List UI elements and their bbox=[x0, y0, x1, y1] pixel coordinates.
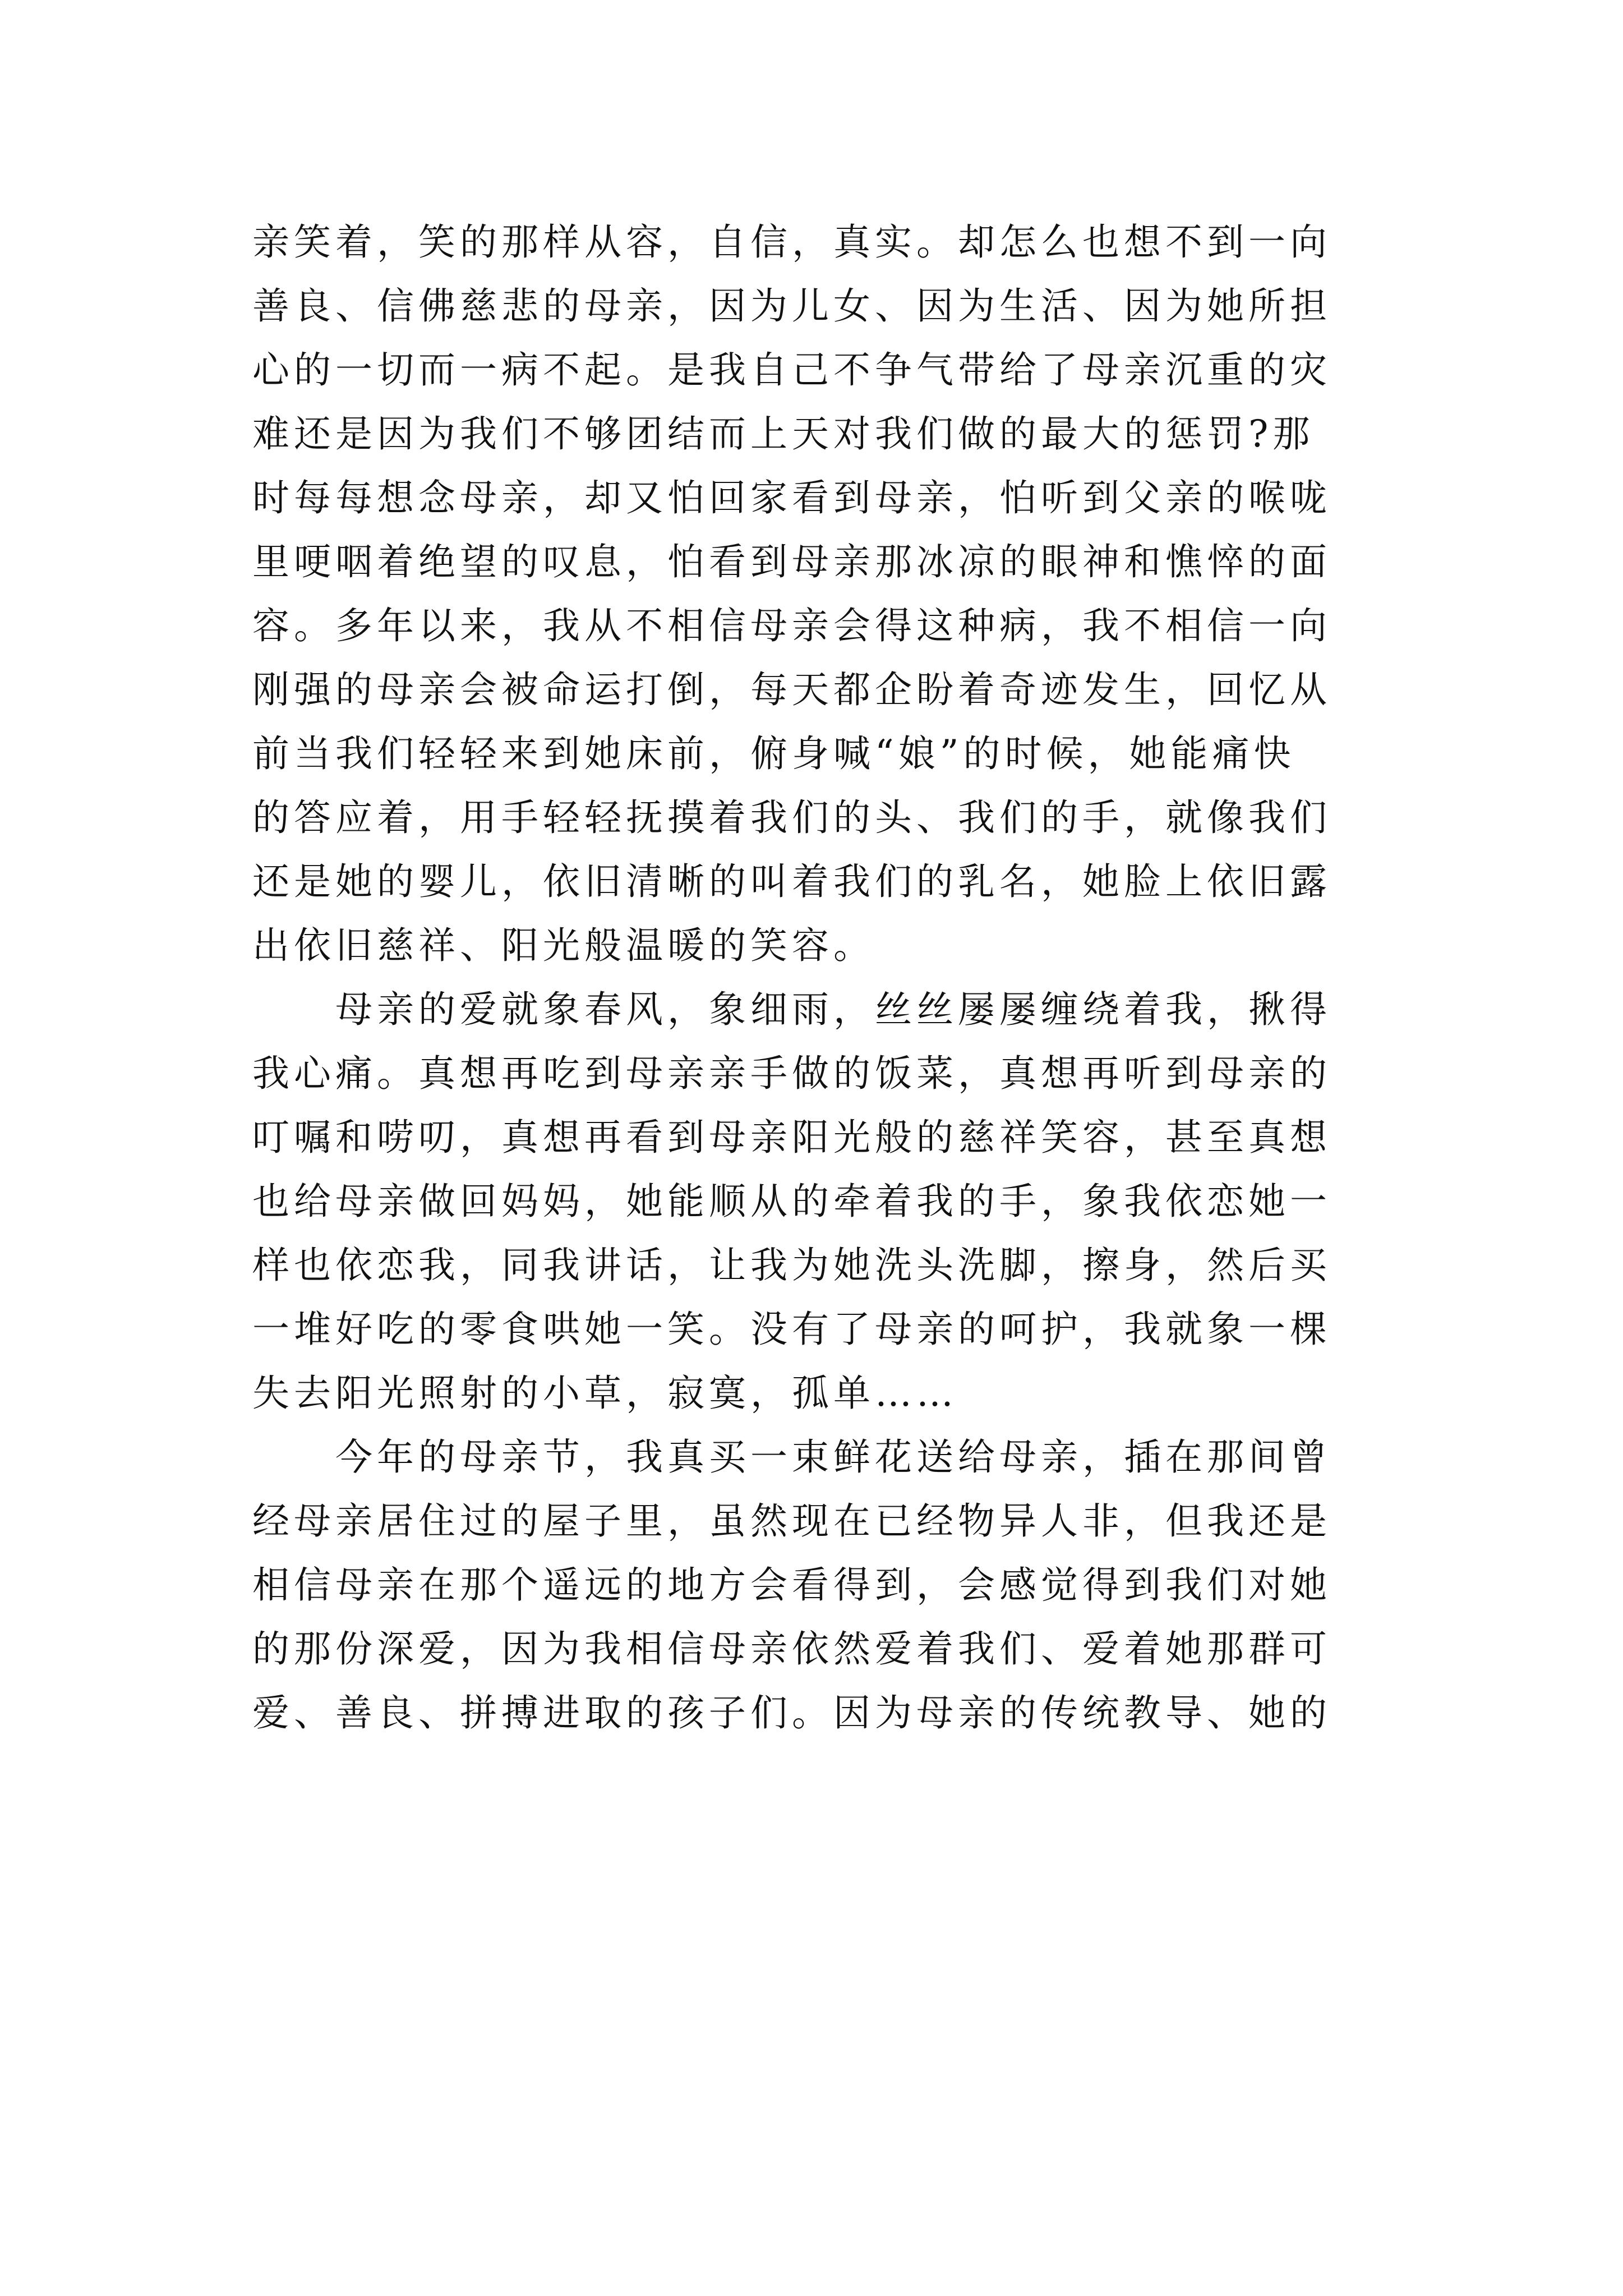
text-line: 出依旧慈祥、阳光般温暖的笑容。 bbox=[252, 924, 875, 967]
text-line: 相信母亲在那个遥远的地方会看得到，会感觉得到我们对她 bbox=[252, 1563, 1331, 1607]
text-line: 里哽咽着绝望的叹息，怕看到母亲那冰凉的眼神和憔悴的面 bbox=[252, 540, 1331, 583]
text-line: 前当我们轻轻来到她床前，俯身喊“娘”的时候，她能痛快 bbox=[252, 732, 1295, 775]
text-line: 失去阳光照射的小草，寂寞，孤单…… bbox=[252, 1372, 958, 1415]
text-line: 一堆好吃的零食哄她一笑。没有了母亲的呵护，我就象一棵 bbox=[252, 1308, 1331, 1351]
text-line: 时每每想念母亲，却又怕回家看到母亲，怕听到父亲的喉咙 bbox=[252, 476, 1331, 519]
paragraph-2 bbox=[252, 978, 1374, 1425]
text-line-first: 母亲的爱就象春风，象细雨，丝丝屡屡缠绕着我，揪得 bbox=[335, 988, 1331, 1031]
text-line: 心的一切而一病不起。是我自己不争气带给了母亲沉重的灾 bbox=[252, 348, 1331, 392]
text-line: 的那份深爱，因为我相信母亲依然爱着我们、爱着她那群可 bbox=[252, 1627, 1331, 1671]
text-line: 爱、善良、拼搏进取的孩子们。因为母亲的传统教导、她的 bbox=[252, 1691, 1331, 1734]
text-line: 善良、信佛慈悲的母亲，因为儿女、因为生活、因为她所担 bbox=[252, 284, 1331, 328]
text-line: 也给母亲做回妈妈，她能顺从的牵着我的手，象我依恋她一 bbox=[252, 1180, 1331, 1223]
text-line: 经母亲居住过的屋子里，虽然现在已经物异人非，但我还是 bbox=[252, 1499, 1331, 1543]
text-line: 样也依恋我，同我讲话，让我为她洗头洗脚，擦身，然后买 bbox=[252, 1244, 1331, 1287]
paragraph-3 bbox=[252, 1425, 1374, 1745]
text-line: 的答应着，用手轻轻抚摸着我们的头、我们的手，就像我们 bbox=[252, 796, 1331, 839]
text-line: 难还是因为我们不够团结而上天对我们做的最大的惩罚?那 bbox=[252, 412, 1315, 455]
text-line: 叮嘱和唠叨，真想再看到母亲阳光般的慈祥笑容，甚至真想 bbox=[252, 1116, 1331, 1159]
document-body bbox=[252, 210, 1374, 1745]
text-line: 亲笑着，笑的那样从容，自信，真实。却怎么也想不到一向 bbox=[252, 220, 1331, 264]
text-line: 刚强的母亲会被命运打倒，每天都企盼着奇迹发生，回忆从 bbox=[252, 668, 1331, 711]
text-line-first: 今年的母亲节，我真买一束鲜花送给母亲，插在那间曾 bbox=[335, 1435, 1331, 1479]
text-line: 容。多年以来，我从不相信母亲会得这种病，我不相信一向 bbox=[252, 604, 1331, 647]
text-line: 我心痛。真想再吃到母亲亲手做的饭菜，真想再听到母亲的 bbox=[252, 1052, 1331, 1095]
paragraph-1 bbox=[252, 210, 1374, 978]
text-line: 还是她的婴儿，依旧清晰的叫着我们的乳名，她脸上依旧露 bbox=[252, 860, 1331, 903]
